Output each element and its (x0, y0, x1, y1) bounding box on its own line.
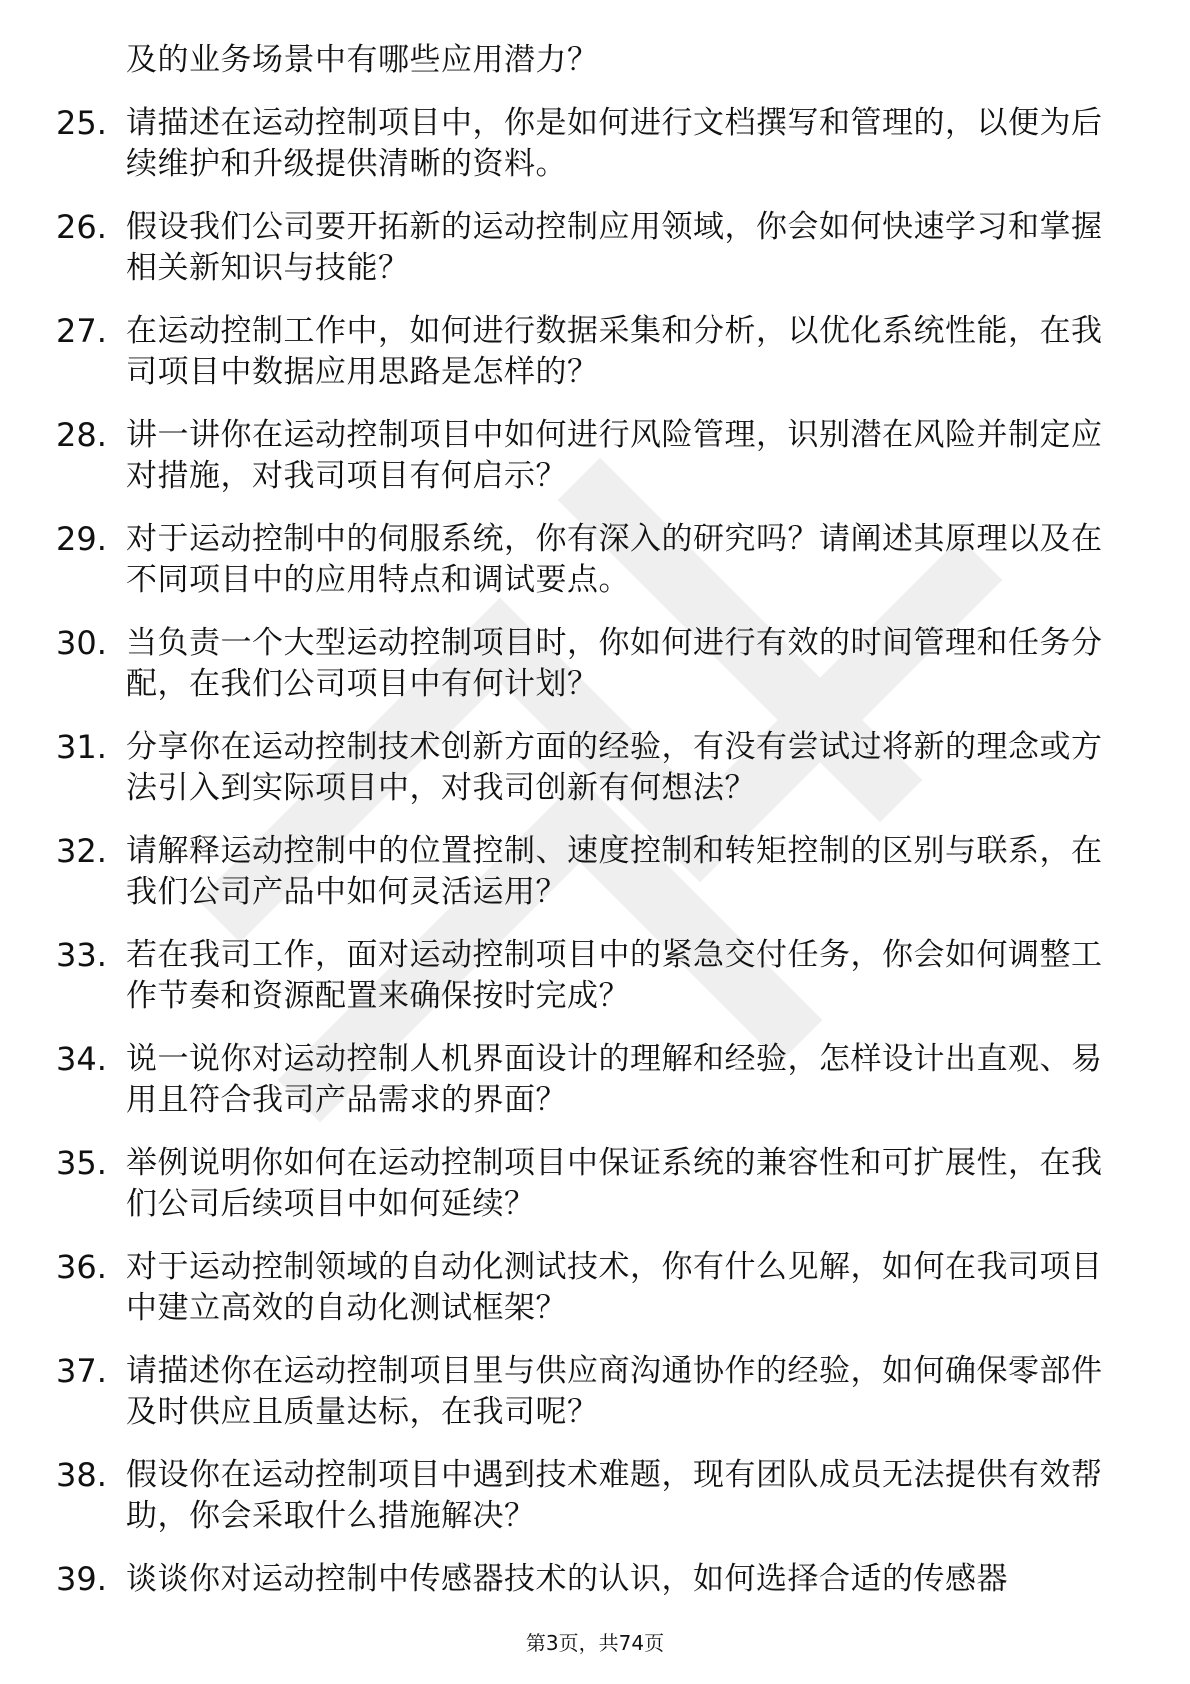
page-number-footer: 第3页，共74页 (525, 1631, 665, 1655)
question-text: 谈谈你对运动控制中传感器技术的认识，如何选择合适的传感器 (126, 1561, 1008, 1597)
question-text: 讲一讲你在运动控制项目中如何进行风险管理，识别潜在风险并制定应对措施，对我司项目有何启示？ (126, 417, 1103, 494)
question-item (0, 1247, 1190, 1329)
question-text: 请描述你在运动控制项目里与供应商沟通协作的经验，如何确保零部件及时供应且质量达标，在我司呢？ (126, 1353, 1103, 1430)
question-item (0, 415, 1190, 497)
question-item (0, 727, 1190, 809)
question-number: 28. (56, 416, 107, 454)
question-text: 假设你在运动控制项目中遇到技术难题，现有团队成员无法提供有效帮助，你会采取什么措施解决？ (126, 1457, 1103, 1534)
question-number: 27. (56, 312, 107, 350)
question-item (0, 1351, 1190, 1433)
question-number: 32. (56, 832, 107, 870)
question-item (0, 1039, 1190, 1121)
question-item (0, 935, 1190, 1017)
question-item (0, 1559, 1190, 1600)
question-text: 若在我司工作，面对运动控制项目中的紧急交付任务，你会如何调整工作节奏和资源配置来确保按时完成？ (126, 937, 1103, 1014)
question-number: 33. (56, 936, 107, 974)
question-item (0, 311, 1190, 393)
question-text: 说一说你对运动控制人机界面设计的理解和经验，怎样设计出直观、易用且符合我司产品需求的界面？ (126, 1041, 1103, 1118)
question-text: 请解释运动控制中的位置控制、速度控制和转矩控制的区别与联系，在我们公司产品中如何灵活运用？ (126, 833, 1103, 910)
question-number: 25. (56, 104, 107, 142)
question-list (0, 40, 1190, 1622)
question-text: 对于运动控制中的伺服系统，你有深入的研究吗？请阐述其原理以及在不同项目中的应用特点和调试要点。 (126, 521, 1103, 598)
question-number: 35. (56, 1144, 107, 1182)
question-text: 举例说明你如何在运动控制项目中保证系统的兼容性和可扩展性，在我们公司后续项目中如何延续？ (126, 1145, 1103, 1222)
question-number: 39. (56, 1560, 107, 1598)
question-number: 36. (56, 1248, 107, 1286)
question-text: 当负责一个大型运动控制项目时，你如何进行有效的时间管理和任务分配，在我们公司项目中有何计划？ (126, 625, 1103, 702)
question-number: 34. (56, 1040, 107, 1078)
question-item (0, 831, 1190, 913)
question-text: 请描述在运动控制项目中，你是如何进行文档撰写和管理的，以便为后续维护和升级提供清晰的资料。 (126, 105, 1103, 182)
question-text: 对于运动控制领域的自动化测试技术，你有什么见解，如何在我司项目中建立高效的自动化测试框架？ (126, 1249, 1103, 1326)
question-number: 29. (56, 520, 107, 558)
question-item (0, 207, 1190, 289)
question-number: 37. (56, 1352, 107, 1390)
question-item (0, 1143, 1190, 1225)
question-item (0, 623, 1190, 705)
question-item (0, 1455, 1190, 1537)
question-text: 假设我们公司要开拓新的运动控制应用领域，你会如何快速学习和掌握相关新知识与技能？ (126, 209, 1103, 286)
question-number: 26. (56, 208, 107, 246)
question-number: 38. (56, 1456, 107, 1494)
continued-question-text: 及的业务场景中有哪些应用潜力？ (126, 42, 599, 78)
question-text: 分享你在运动控制技术创新方面的经验，有没有尝试过将新的理念或方法引入到实际项目中，对我司创新有何想法？ (126, 729, 1103, 806)
question-text: 在运动控制工作中，如何进行数据采集和分析，以优化系统性能，在我司项目中数据应用思路是怎样的？ (126, 313, 1103, 390)
question-number: 31. (56, 728, 107, 766)
question-number: 30. (56, 624, 107, 662)
question-item (0, 519, 1190, 601)
question-item (0, 103, 1190, 185)
